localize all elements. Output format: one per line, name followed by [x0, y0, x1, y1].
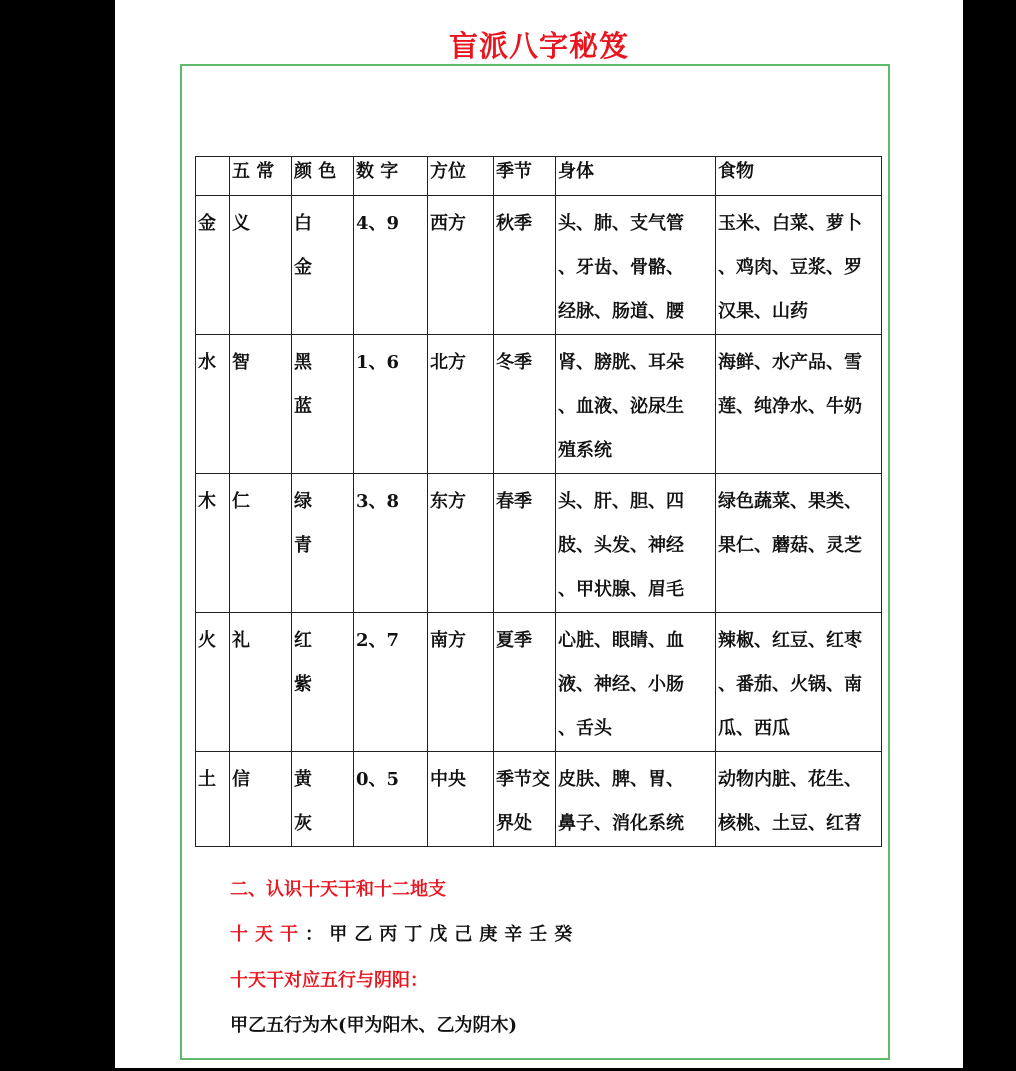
- table-row: [196, 474, 882, 613]
- virtue-cell: 智: [230, 335, 292, 474]
- food-cell: 绿色蔬菜、果类、 果仁、蘑菇、灵芝: [716, 474, 882, 613]
- header-cell: 食物: [716, 157, 882, 196]
- direction-cell: 西方: [428, 196, 494, 335]
- color-cell: 白 金: [292, 196, 354, 335]
- number-cell: 0、5: [354, 752, 428, 847]
- virtue-cell: 礼: [230, 613, 292, 752]
- number-cell: 4、9: [354, 196, 428, 335]
- season-cell: 秋季: [494, 196, 556, 335]
- food-cell: 动物内脏、花生、 核桃、土豆、红苕: [716, 752, 882, 847]
- color-cell: 黄 灰: [292, 752, 354, 847]
- number-cell: 2、7: [354, 613, 428, 752]
- color-cell: 黑 蓝: [292, 335, 354, 474]
- header-cell: 颜 色: [292, 157, 354, 196]
- table-header-row: [196, 157, 882, 196]
- color-cell: 红 紫: [292, 613, 354, 752]
- wuxing-table: [195, 156, 882, 847]
- season-cell: 春季: [494, 474, 556, 613]
- direction-cell: 南方: [428, 613, 494, 752]
- jia-yi-line: 甲乙五行为木(甲为阳木、乙为阴木): [230, 1015, 518, 1036]
- header-cell: 季节: [494, 157, 556, 196]
- table-row: [196, 752, 882, 847]
- number-cell: 3、8: [354, 474, 428, 613]
- body-cell: 心脏、眼睛、血 液、神经、小肠 、舌头: [556, 613, 716, 752]
- season-cell: 夏季: [494, 613, 556, 752]
- header-cell: [196, 157, 230, 196]
- document-title: 盲派八字秘笈: [448, 29, 629, 63]
- header-cell: 方位: [428, 157, 494, 196]
- direction-cell: 东方: [428, 474, 494, 613]
- body-cell: 头、肝、胆、四 肢、头发、神经 、甲状腺、眉毛: [556, 474, 716, 613]
- document-page: [115, 0, 963, 1068]
- season-cell: 冬季: [494, 335, 556, 474]
- body-cell: 头、肺、支气管 、牙齿、骨骼、 经脉、肠道、腰: [556, 196, 716, 335]
- header-cell: 数 字: [354, 157, 428, 196]
- direction-cell: 中央: [428, 752, 494, 847]
- body-cell: 皮肤、脾、胃、 鼻子、消化系统: [556, 752, 716, 847]
- header-cell: 身体: [556, 157, 716, 196]
- stems-line: [230, 920, 579, 946]
- virtue-cell: 义: [230, 196, 292, 335]
- stems-label: 十天干: [230, 924, 305, 945]
- season-cell: 季节交 界处: [494, 752, 556, 847]
- food-cell: 辣椒、红豆、红枣 、番茄、火锅、南 瓜、西瓜: [716, 613, 882, 752]
- number-cell: 1、6: [354, 335, 428, 474]
- table-row: [196, 196, 882, 335]
- food-cell: 玉米、白菜、萝卜 、鸡肉、豆浆、罗 汉果、山药: [716, 196, 882, 335]
- stems-wuxing-heading: 十天干对应五行与阴阳：: [230, 970, 428, 991]
- color-cell: 绿 青: [292, 474, 354, 613]
- section-heading: 二、认识十天干和十二地支: [230, 879, 446, 900]
- virtue-cell: 信: [230, 752, 292, 847]
- table-row: [196, 613, 882, 752]
- element-cell: 土: [196, 752, 230, 847]
- body-cell: 肾、膀胱、耳朵 、血液、泌尿生 殖系统: [556, 335, 716, 474]
- header-cell: 五 常: [230, 157, 292, 196]
- direction-cell: 北方: [428, 335, 494, 474]
- virtue-cell: 仁: [230, 474, 292, 613]
- element-cell: 水: [196, 335, 230, 474]
- element-cell: 金: [196, 196, 230, 335]
- food-cell: 海鲜、水产品、雪 莲、纯净水、牛奶: [716, 335, 882, 474]
- element-cell: 木: [196, 474, 230, 613]
- element-cell: 火: [196, 613, 230, 752]
- stems-value: 甲乙丙丁戊己庚辛壬癸: [329, 924, 580, 945]
- stems-colon: ：: [305, 924, 323, 945]
- table-row: [196, 335, 882, 474]
